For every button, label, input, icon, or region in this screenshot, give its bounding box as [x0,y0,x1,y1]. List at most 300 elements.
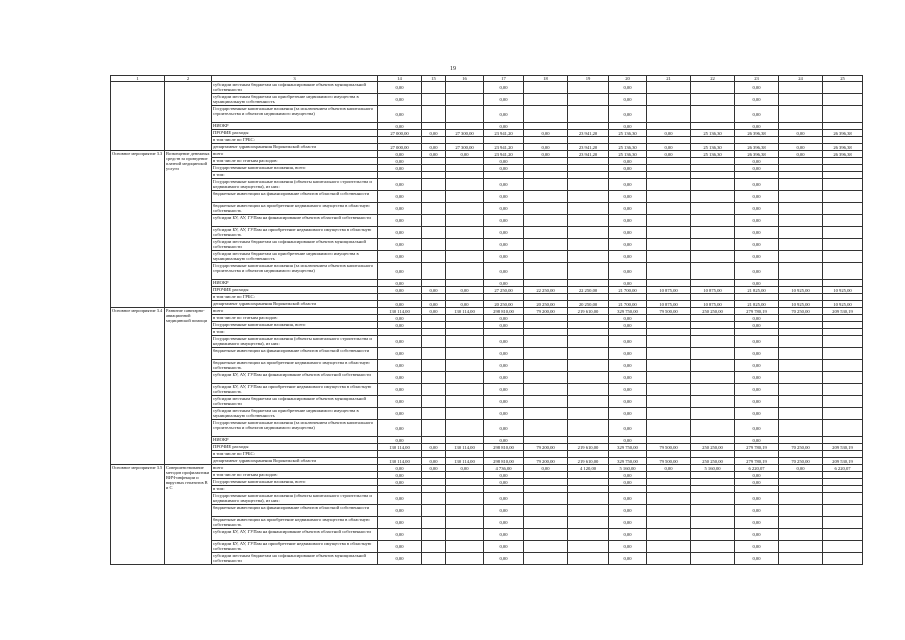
value-cell [823,472,863,479]
value-cell: 0,00 [735,203,779,215]
value-cell [691,493,735,505]
value-cell [524,479,568,486]
value-cell [446,322,484,329]
value-cell: 0,00 [378,215,422,227]
value-cell [691,106,735,123]
value-cell [568,553,609,565]
value-cell: 0,00 [609,251,647,263]
value-cell [779,106,823,123]
value-cell [647,106,691,123]
value-cell: 0,00 [422,465,446,472]
value-cell: 25 136,30 [691,130,735,137]
value-cell [779,360,823,372]
value-cell [446,251,484,263]
value-cell [823,329,863,336]
value-cell: 10 925,00 [823,287,863,294]
value-cell [422,396,446,408]
value-cell: 329 750,00 [609,458,647,465]
value-cell: 79 500,00 [647,308,691,315]
value-cell: 0,00 [378,251,422,263]
value-cell [691,280,735,287]
value-cell: 0,00 [524,144,568,151]
value-cell: 10 925,00 [779,287,823,294]
value-cell: 0,00 [779,465,823,472]
value-cell [779,137,823,144]
value-cell: 0,00 [735,372,779,384]
value-cell [568,191,609,203]
value-cell [446,384,484,396]
table-row [111,360,863,372]
value-cell [647,227,691,239]
value-cell [735,451,779,458]
value-cell: 0,00 [484,493,524,505]
table-row [111,227,863,239]
value-cell [691,348,735,360]
value-cell: 23 941,20 [484,130,524,137]
value-cell: 0,00 [609,384,647,396]
value-cell [524,517,568,529]
expense-label: бюджетные инвестиции на приобретение недвижимого имущества в областную собственность [212,517,378,529]
value-cell [568,280,609,287]
value-cell [823,251,863,263]
value-cell [568,420,609,437]
value-cell [691,294,735,301]
table-row [111,130,863,137]
value-cell [823,437,863,444]
value-cell [779,322,823,329]
value-cell [647,505,691,517]
value-cell [446,396,484,408]
value-cell [691,251,735,263]
value-cell: 0,00 [422,287,446,294]
page-number: 19 [450,66,456,72]
value-cell: 0,00 [735,215,779,227]
value-cell [779,82,823,94]
value-cell [735,137,779,144]
table-row [111,179,863,191]
value-cell [524,294,568,301]
value-cell: 26 396,38 [823,144,863,151]
value-cell [823,322,863,329]
table-row [111,336,863,348]
expense-label: ПРОЧИЕ расходы [212,287,378,294]
value-cell: 0,00 [647,144,691,151]
value-cell [378,329,422,336]
value-cell [422,106,446,123]
value-cell [524,94,568,106]
value-cell [823,263,863,280]
value-cell [446,408,484,420]
value-cell [422,251,446,263]
event-name-cell: Основное мероприятие 3.4 [111,308,165,465]
value-cell [422,517,446,529]
value-cell: 22 250,00 [524,287,568,294]
value-cell [422,203,446,215]
table-row [111,172,863,179]
table-row [111,137,863,144]
value-cell [647,553,691,565]
value-cell [422,137,446,144]
value-cell [446,239,484,251]
value-cell [647,529,691,541]
value-cell: 0,00 [378,179,422,191]
value-cell [524,553,568,565]
value-cell [647,251,691,263]
value-cell [691,191,735,203]
expense-label: субсидии местным бюджетам на приобретение недвижимого имущества в муниципальную собственность [212,94,378,106]
value-cell: 0,00 [735,493,779,505]
value-cell [691,541,735,553]
table-row [111,287,863,294]
value-cell [823,486,863,493]
value-cell: 329 750,00 [609,444,647,451]
value-cell [647,384,691,396]
value-cell [446,479,484,486]
value-cell: 79 500,00 [647,458,691,465]
value-cell [823,541,863,553]
value-cell [823,384,863,396]
value-cell [609,294,647,301]
value-cell: 0,00 [378,529,422,541]
value-cell [779,329,823,336]
value-cell [446,82,484,94]
value-cell [524,420,568,437]
value-cell [568,529,609,541]
value-cell [691,137,735,144]
value-cell: 21 700,00 [609,287,647,294]
value-cell [524,263,568,280]
table-row [111,451,863,458]
value-cell [691,437,735,444]
value-cell [446,517,484,529]
value-cell [568,203,609,215]
value-cell [647,137,691,144]
value-cell: 0,00 [378,408,422,420]
value-cell: 0,00 [484,123,524,130]
expense-label: Государственные капитальные вложения (объекты капитального строительства и недвижимого имущества), из них: [212,493,378,505]
value-cell [609,329,647,336]
value-cell: 0,00 [735,179,779,191]
expense-label: департамент здравоохранения Воронежской области [212,301,378,308]
value-cell [647,179,691,191]
value-cell [691,486,735,493]
value-cell [647,486,691,493]
value-cell: 250 250,00 [691,444,735,451]
value-cell: 0,00 [735,553,779,565]
value-cell [647,191,691,203]
value-cell [779,123,823,130]
value-cell: 0,00 [609,215,647,227]
value-cell [609,451,647,458]
value-cell [647,420,691,437]
table-row [111,348,863,360]
value-cell [691,396,735,408]
value-cell: 0,00 [422,130,446,137]
value-cell: 0,00 [422,444,446,451]
value-cell [524,179,568,191]
value-cell [823,158,863,165]
value-cell [422,315,446,322]
expense-label: бюджетные инвестиции на финансирование объектов областной собственности [212,505,378,517]
value-cell: 0,00 [484,348,524,360]
value-cell [647,472,691,479]
value-cell [378,486,422,493]
value-cell: 0,00 [484,165,524,172]
value-cell: 0,00 [609,493,647,505]
value-cell [446,280,484,287]
value-cell [691,329,735,336]
table-row [111,215,863,227]
value-cell: 79 200,00 [524,444,568,451]
value-cell: 0,00 [609,94,647,106]
value-cell: 10 925,00 [779,301,823,308]
value-cell [446,263,484,280]
value-cell: 0,00 [735,191,779,203]
value-cell: 0,00 [378,158,422,165]
value-cell [446,165,484,172]
value-cell: 0,00 [378,437,422,444]
value-cell: 0,00 [484,553,524,565]
value-cell: 0,00 [735,315,779,322]
value-cell: 0,00 [735,280,779,287]
value-cell: 10 925,00 [823,301,863,308]
value-cell [779,179,823,191]
value-cell [484,172,524,179]
value-cell: 0,00 [735,322,779,329]
value-cell [779,505,823,517]
value-cell: 0,00 [378,479,422,486]
value-cell: 0,00 [378,336,422,348]
table-row [111,294,863,301]
value-cell [691,372,735,384]
column-number: 17 [484,76,524,82]
value-cell [524,322,568,329]
value-cell [422,172,446,179]
value-cell [823,106,863,123]
value-cell [484,451,524,458]
value-cell [779,384,823,396]
value-cell [779,191,823,203]
table-row [111,322,863,329]
value-cell: 0,00 [422,458,446,465]
value-cell [446,486,484,493]
value-cell [691,420,735,437]
value-cell: 27 000,00 [378,130,422,137]
table-row [111,372,863,384]
expense-label: департамент здравоохранения Воронежской области [212,144,378,151]
value-cell: 0,00 [735,123,779,130]
value-cell [568,348,609,360]
value-cell [779,348,823,360]
value-cell [422,486,446,493]
expense-label: субсидии местным бюджетам на софинансирование объектов муниципальной собственности [212,82,378,94]
value-cell [779,203,823,215]
value-cell [568,322,609,329]
expense-label: в том числе по ГРБС: [212,137,378,144]
value-cell [422,294,446,301]
table-row [111,553,863,565]
expense-label: всего [212,151,378,158]
value-cell [647,263,691,280]
value-cell [568,294,609,301]
expense-label: Государственные капитальные вложения (за исключением объектов капитального строительства и объектов недвижимого имущества) [212,263,378,280]
value-cell [524,106,568,123]
value-cell: 0,00 [422,151,446,158]
value-cell: 0,00 [378,82,422,94]
table-row [111,82,863,94]
value-cell: 21 825,00 [735,301,779,308]
value-cell [609,486,647,493]
value-cell [647,315,691,322]
value-cell: 0,00 [484,191,524,203]
value-cell: 0,00 [609,82,647,94]
value-cell [568,251,609,263]
event-name-cell: Основное мероприятие 3.5 [111,465,165,565]
value-cell: 0,00 [378,420,422,437]
value-cell [422,529,446,541]
value-cell [568,158,609,165]
value-cell: 0,00 [609,408,647,420]
value-cell: 79 200,00 [524,458,568,465]
table-row [111,151,863,158]
value-cell [823,294,863,301]
value-cell [691,360,735,372]
value-cell [691,263,735,280]
value-cell: 0,00 [609,517,647,529]
value-cell: 0,00 [609,203,647,215]
value-cell: 0,00 [735,82,779,94]
table-row [111,493,863,505]
value-cell: 0,00 [609,123,647,130]
value-cell [446,315,484,322]
value-cell [568,360,609,372]
expense-label: бюджетные инвестиции на финансирование объектов областной собственности [212,348,378,360]
value-cell: 0,00 [446,151,484,158]
value-cell [823,165,863,172]
value-cell: 130 114,00 [446,444,484,451]
value-cell: 0,00 [378,191,422,203]
value-cell: 23 941,20 [568,151,609,158]
table-row [111,165,863,172]
value-cell: 0,00 [735,106,779,123]
value-cell: 0,00 [609,360,647,372]
value-cell [568,137,609,144]
value-cell [378,172,422,179]
value-cell [823,396,863,408]
value-cell [568,239,609,251]
value-cell: 0,00 [422,144,446,151]
value-cell [647,294,691,301]
value-cell [823,315,863,322]
value-cell: 0,00 [735,541,779,553]
value-cell: 0,00 [735,336,779,348]
value-cell [823,553,863,565]
value-cell: 0,00 [735,360,779,372]
value-cell: 250 250,00 [691,458,735,465]
expense-label: в том числе по статьям расходов: [212,315,378,322]
value-cell [446,215,484,227]
value-cell: 27 250,00 [484,287,524,294]
value-cell: 219 610,00 [568,458,609,465]
value-cell: 0,00 [735,479,779,486]
value-cell [378,451,422,458]
value-cell: 0,00 [484,94,524,106]
value-cell: 0,00 [422,301,446,308]
expense-label: ПРОЧИЕ расходы [212,130,378,137]
value-cell [524,203,568,215]
value-cell [609,137,647,144]
value-cell [823,82,863,94]
value-cell: 0,00 [609,158,647,165]
value-cell: 25 136,30 [691,144,735,151]
value-cell [779,94,823,106]
value-cell [446,372,484,384]
value-cell: 0,00 [735,227,779,239]
value-cell [378,137,422,144]
value-cell [524,239,568,251]
value-cell [779,529,823,541]
value-cell [446,203,484,215]
value-cell: 0,00 [735,529,779,541]
value-cell: 0,00 [735,408,779,420]
value-cell [524,137,568,144]
value-cell [735,294,779,301]
value-cell: 298 810,00 [484,458,524,465]
expense-label: субсидии местным бюджетам на приобретение недвижимого имущества в муниципальную собственность [212,251,378,263]
value-cell: 0,00 [484,227,524,239]
value-cell [568,451,609,458]
expense-label: в том числе по ГРБС: [212,294,378,301]
value-cell: 0,00 [484,517,524,529]
value-cell [568,123,609,130]
value-cell: 6 220,07 [735,465,779,472]
value-cell [823,348,863,360]
value-cell [524,82,568,94]
value-cell [691,479,735,486]
table-row [111,486,863,493]
value-cell [691,123,735,130]
value-cell [524,165,568,172]
value-cell [647,479,691,486]
value-cell [446,472,484,479]
value-cell [779,486,823,493]
expense-label: субсидии местным бюджетам на софинансирование объектов муниципальной собственности [212,553,378,565]
value-cell [422,541,446,553]
value-cell [446,451,484,458]
column-number: 3 [212,76,378,82]
value-cell [524,384,568,396]
value-cell [568,472,609,479]
value-cell [422,451,446,458]
value-cell [446,137,484,144]
column-number: 22 [691,76,735,82]
value-cell [568,94,609,106]
value-cell: 0,00 [609,529,647,541]
value-cell: 0,00 [647,151,691,158]
value-cell [691,158,735,165]
value-cell [422,158,446,165]
value-cell: 0,00 [378,396,422,408]
value-cell [609,172,647,179]
value-cell [446,106,484,123]
value-cell [524,348,568,360]
value-cell [422,372,446,384]
value-cell [647,94,691,106]
value-cell: 0,00 [609,553,647,565]
expense-label: субсидии БУ, АУ, ГУПам на финансирование объектов областной собственности [212,215,378,227]
expense-label: субсидии местным бюджетам на софинансирование объектов муниципальной собственности [212,239,378,251]
value-cell: 279 780,19 [735,444,779,451]
